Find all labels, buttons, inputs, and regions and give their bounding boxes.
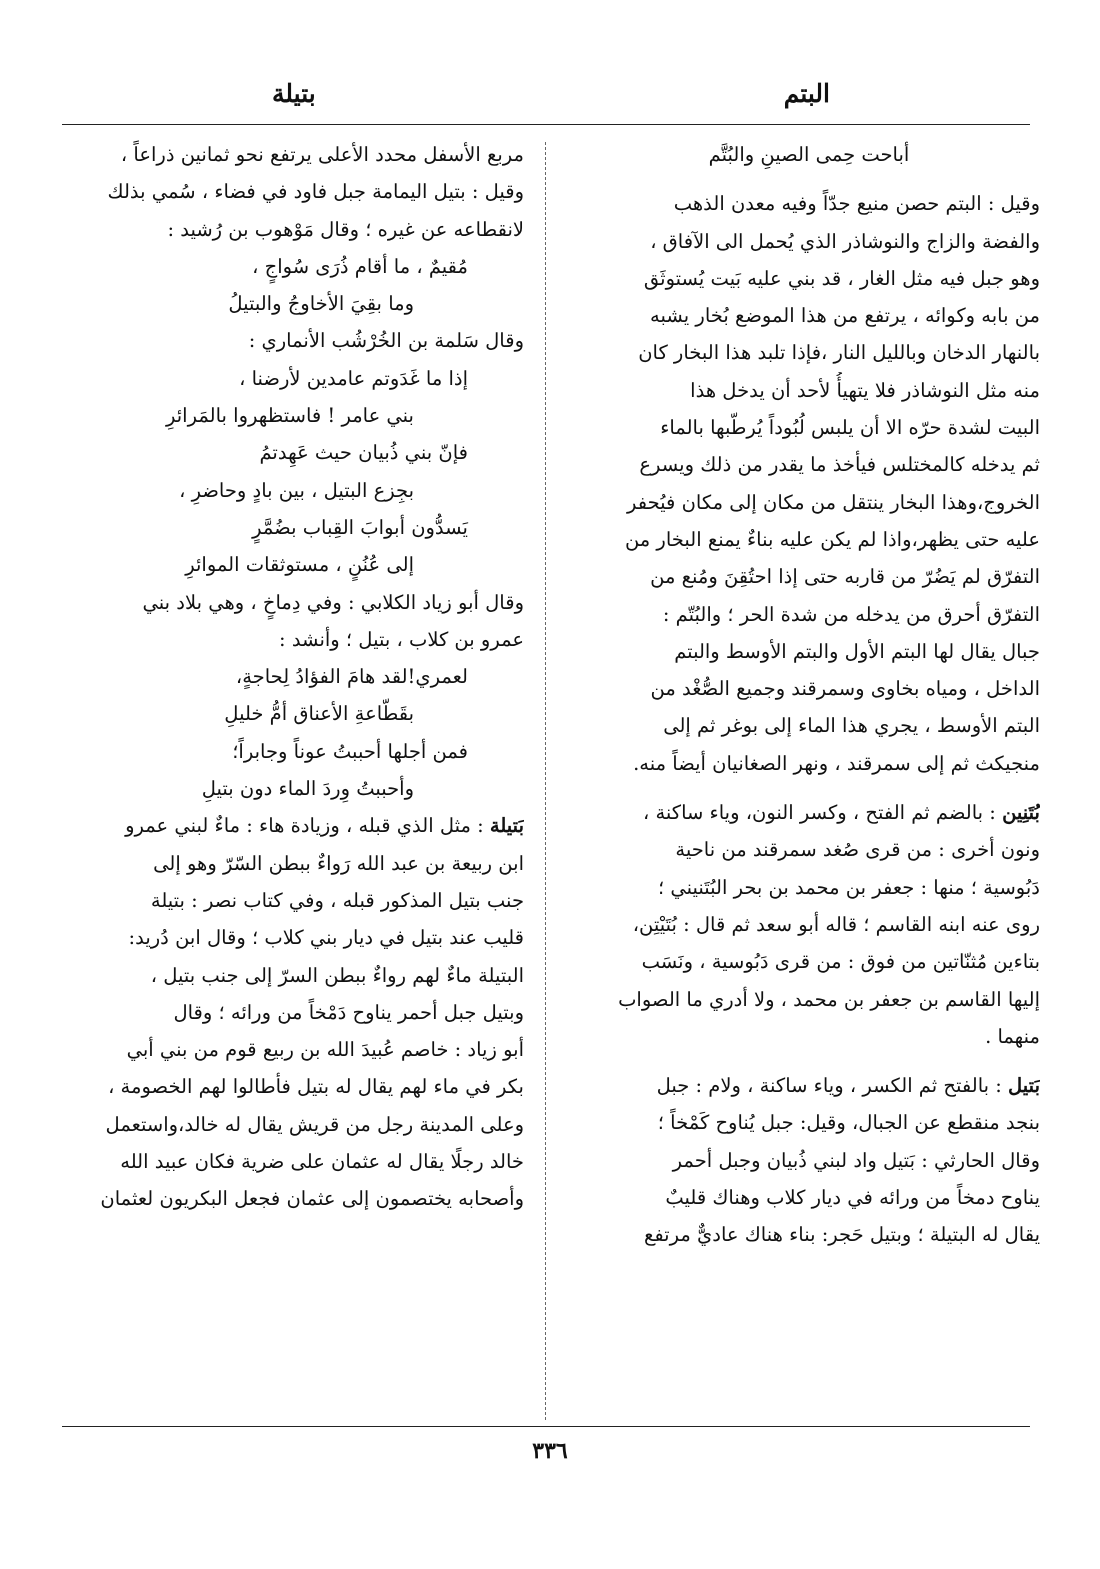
- text-line: وقال أبو زياد الكلابي : وفي دِماخٍ ، وهي بلاد بني: [142, 590, 524, 614]
- text-line: من بابه وكوائه ، يرتفع من هذا الموضع بُخار يشبه: [650, 304, 1040, 328]
- header-rule: [62, 124, 1030, 125]
- text-line: بالنهار الدخان وبالليل النار ،فإذا تلبد هذا البخار كان: [638, 341, 1040, 365]
- text-line: الخروج،وهذا البخار ينتقل من مكان إلى مكان فيُحفر: [626, 490, 1040, 514]
- verse-line: وأحببتُ وِردَ الماء دون بتيلِ: [201, 777, 414, 801]
- paragraph: [578, 185, 1040, 782]
- text-line: التفرّق لم يَضُرّ من قاربه حتى إذا احتُقِنَ ومُنع من: [650, 565, 1040, 589]
- text-line: البيت لشدة حرّه الا أن يلبس لُبُوداً يُرطّبها بالماء: [660, 416, 1040, 440]
- verse: [62, 248, 524, 323]
- text-line: الداخل ، ومياه بخاوى وسمرقند وجميع الصُّغْد من: [650, 677, 1040, 701]
- text-line: عمرو بن كلاب ، بتيل ؛ وأنشد :: [279, 627, 524, 651]
- text-line: وهو جبل فيه مثل الغار ، قد بني عليه بَيت يُستوثَق: [643, 266, 1040, 290]
- text-line: بكر في ماء لهم يقال له بتيل فأطالوا لهم الخصومة ،: [108, 1075, 524, 1099]
- text-line: خالد رجلًا يقال له عثمان على ضرية فكان عبيد الله: [120, 1150, 524, 1174]
- verse: [62, 360, 524, 584]
- page-header: [62, 72, 1030, 116]
- text-line: [578, 1067, 1040, 1104]
- verse-line: بقَطّاعةِ الأعناق أمُّ خليلِ: [224, 702, 414, 726]
- text-line: منه مثل النوشاذر فلا يتهيأُ لأحد أن يدخل هذا: [690, 378, 1040, 402]
- entry-batila: [62, 807, 524, 1217]
- text-line: والفضة والزاج والنوشاذر الذي يُحمل الى الآفاق ،: [650, 229, 1040, 253]
- paragraph: [62, 136, 524, 248]
- text-line: البتيلة ماءٌ لهم رواءٌ ببطن السرّ إلى جنب بتيل ،: [150, 963, 524, 987]
- footer-rule: [62, 1426, 1030, 1427]
- headword-definition: : بالضم ثم الفتح ، وكسر النون، وياء ساكنة ،: [642, 801, 1003, 825]
- headword-definition: : بالفتح ثم الكسر ، وياء ساكنة ، ولام : جبل: [656, 1074, 1009, 1098]
- verse-line: إلى عُنُنٍ ، مستوثقات الموائرِ: [185, 553, 414, 577]
- headword-definition: : مثل الذي قبله ، وزيادة هاء : ماءٌ لبني عمرو: [125, 814, 490, 838]
- verse-line: بني عامر ! فاستظهروا بالمَرائرِ: [166, 404, 414, 428]
- verse-line: يَسدُّون أبوابَ القِباب بضُمَّرٍ: [252, 515, 468, 539]
- text-line: يقال له البتيلة ؛ وبتيل حَجر: بناء هناك عاديٌّ مرتفع: [643, 1223, 1040, 1247]
- text-line: [578, 794, 1040, 831]
- headword: بَتيلة: [489, 814, 524, 838]
- text-line: روى عنه ابنه القاسم ؛ قاله أبو سعد ثم قال : بُتَيْتِن،: [632, 912, 1040, 936]
- verse-line: أباحت حِمى الصينِ والبُتَّم: [708, 143, 910, 166]
- verse-line: فمن أجلها أحببتُ عوناً وجابراً؛: [232, 739, 468, 763]
- page-number: ٣٣٦: [532, 1438, 568, 1464]
- text-line: عليه حتى يظهر،واذا لم يكن عليه بناءٌ يمنع البخار من: [624, 527, 1040, 551]
- text-line: ابن ربيعة بن عبد الله رَواءٌ ببطن السّرّ وهو إلى: [153, 851, 524, 875]
- text-line: [62, 807, 524, 844]
- text-line: وأصحابه يختصمون إلى عثمان فجعل البكريون لعثمان: [100, 1187, 524, 1211]
- headword: بُتَنِين: [1002, 801, 1040, 825]
- headword: بَتيل: [1008, 1074, 1040, 1098]
- column-divider: [545, 142, 546, 1420]
- left-column: [62, 136, 524, 1421]
- running-head-left: بتيلة: [272, 79, 316, 108]
- verse-line: مُقيمٌ ، ما أقام ذُرَى سُواجٍ ،: [252, 254, 468, 278]
- text-line: وقيل : البتم حصن منيع جدّاً وفيه معدن الذهب: [673, 192, 1040, 216]
- verse-line: لعمري!لقد هامَ الفؤادُ لِحاجةٍ،: [235, 665, 468, 689]
- right-column: [578, 136, 1040, 1421]
- text-line: ثم يدخله كالمختلس فيأخذ ما يقدر من ذلك ويسرع: [639, 453, 1040, 477]
- text-line: البتم الأوسط ، يجري هذا الماء إلى بوغر ثم إلى: [663, 714, 1040, 738]
- text-line: أبو زياد : خاصم عُبيدَ الله بن ربيع قوم من بني أبي: [126, 1038, 524, 1062]
- paragraph: [62, 584, 524, 659]
- text-line: جبال يقال لها البتم الأول والبتم الأوسط والبتم: [674, 639, 1040, 663]
- verse-line: فإنّ بني ذُبيان حيث عَهِدتمُ: [259, 441, 468, 465]
- verse-line: إذا ما غَدَوتم عامدين لأرضنا ،: [239, 366, 468, 390]
- text-line: إليها القاسم بن جعفر بن محمد ، ولا أدري ما الصواب: [618, 987, 1040, 1011]
- text-line: بتاءين مُثنّاتين من فوق : من قرى دَبُوسية ، ونَسَب: [641, 950, 1040, 974]
- text-line: بنجد منقطع عن الجبال، وقيل: جبل يُناوح كَمْخاً ؛: [657, 1111, 1040, 1135]
- verse-line: وما بقِيَ الأخاوجُ والبتيلُ: [228, 292, 414, 316]
- text-line: وقيل : بتيل اليمامة جبل فاود في فضاء ، سُمي بذلك: [107, 180, 524, 204]
- text-line: وعلى المدينة رجل من قريش يقال له خالد،واستعمل: [105, 1112, 524, 1136]
- entry-batnin: [578, 794, 1040, 1055]
- verse: [62, 658, 524, 807]
- text-line: يناوح دمخاً من ورائه في ديار كلاب وهناك قليبٌ: [665, 1186, 1040, 1210]
- text-line: مربع الأسفل محدد الأعلى يرتفع نحو ثمانين ذراعاً ،: [120, 143, 524, 166]
- text-line: جنب بتيل المذكور قبله ، وفي كتاب نصر : بتيلة: [150, 888, 524, 912]
- text-line: وبتيل جبل أحمر يناوح دَمْخاً من ورائه ؛ وقال: [173, 1000, 524, 1024]
- entry-batil: [578, 1067, 1040, 1253]
- text-line: منهما .: [985, 1024, 1040, 1048]
- text-line: قليب عند بتيل في ديار بني كلاب ؛ وقال ابن دُريد:: [128, 926, 524, 950]
- running-head-right: البتم: [783, 79, 830, 108]
- text-line: منجيكث ثم إلى سمرقند ، ونهر الصغانيان أيضاً منه.: [633, 751, 1040, 775]
- text-line: التفرّق أحرق من يدخله من شدة الحر ؛ والبُتّم :: [662, 602, 1040, 626]
- verse-line: بجِزع البتيل ، بين بادٍ وحاضرِ ،: [179, 478, 414, 502]
- text-line: وقال سَلمة بن الخُرْشُب الأنماري :: [248, 329, 524, 353]
- text-line: لانقطاعه عن غيره ؛ وقال مَوْهوب بن رُشيد :: [167, 217, 524, 241]
- text-line: ونون أخرى : من قرى صُغد سمرقند من ناحية: [675, 838, 1040, 862]
- text-line: دَبُوسية ؛ منها : جعفر بن محمد بن بحر البُتَنيني ؛: [657, 875, 1040, 899]
- text-line: وقال الحارثي : بَتيل واد لبني ذُبيان وجبل أحمر: [672, 1148, 1040, 1172]
